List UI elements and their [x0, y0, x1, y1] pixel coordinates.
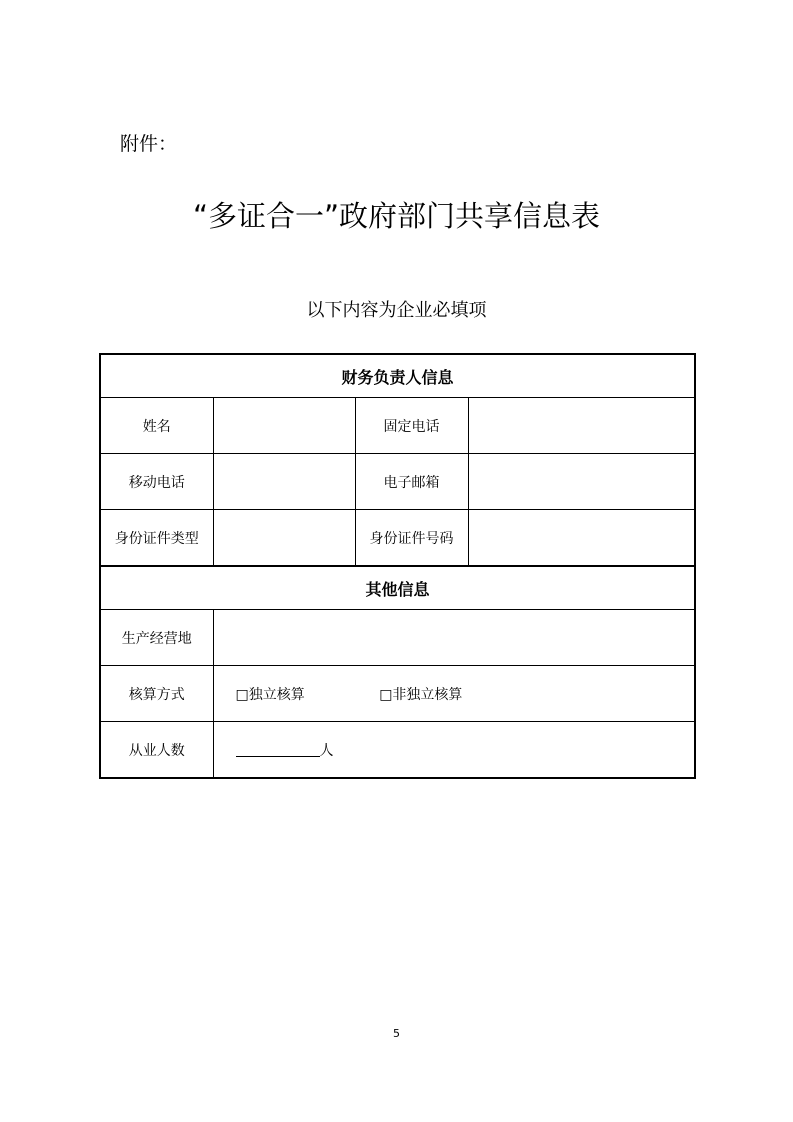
finance-section-heading: 财务负责人信息 [100, 354, 695, 398]
name-field[interactable] [213, 398, 355, 454]
mobile-label: 移动电话 [100, 454, 213, 510]
landline-label: 固定电话 [355, 398, 468, 454]
page-number: 5 [393, 1027, 400, 1040]
table-row [100, 722, 695, 779]
other-section-header-row [100, 566, 695, 610]
shared-info-table [99, 353, 696, 779]
attachment-label: 附件： [120, 133, 178, 155]
accounting-options-cell [213, 666, 695, 722]
table-row [100, 610, 695, 666]
other-section-heading: 其他信息 [100, 566, 695, 610]
non-independent-accounting-checkbox[interactable]: □非独立核算 [379, 686, 463, 703]
employees-cell [213, 722, 695, 779]
table-row [100, 454, 695, 510]
email-label: 电子邮箱 [355, 454, 468, 510]
location-label: 生产经营地 [100, 610, 213, 666]
page-subtitle: 以下内容为企业必填项 [306, 300, 487, 321]
table-row [100, 666, 695, 722]
id-number-label: 身份证件号码 [355, 510, 468, 567]
name-label: 姓名 [100, 398, 213, 454]
employees-label: 从业人数 [100, 722, 213, 779]
accounting-label: 核算方式 [100, 666, 213, 722]
employee-count-blank[interactable] [236, 742, 320, 757]
id-type-field[interactable] [213, 510, 355, 567]
email-field[interactable] [468, 454, 695, 510]
id-type-label: 身份证件类型 [100, 510, 213, 567]
table-row [100, 398, 695, 454]
page-title: “多证合一”政府部门共享信息表 [192, 199, 601, 233]
location-field[interactable] [213, 610, 695, 666]
landline-field[interactable] [468, 398, 695, 454]
finance-section-header-row [100, 354, 695, 398]
mobile-field[interactable] [213, 454, 355, 510]
table-row [100, 510, 695, 567]
employees-unit: 人 [319, 742, 334, 759]
independent-accounting-checkbox[interactable]: □独立核算 [235, 686, 305, 703]
id-number-field[interactable] [468, 510, 695, 567]
